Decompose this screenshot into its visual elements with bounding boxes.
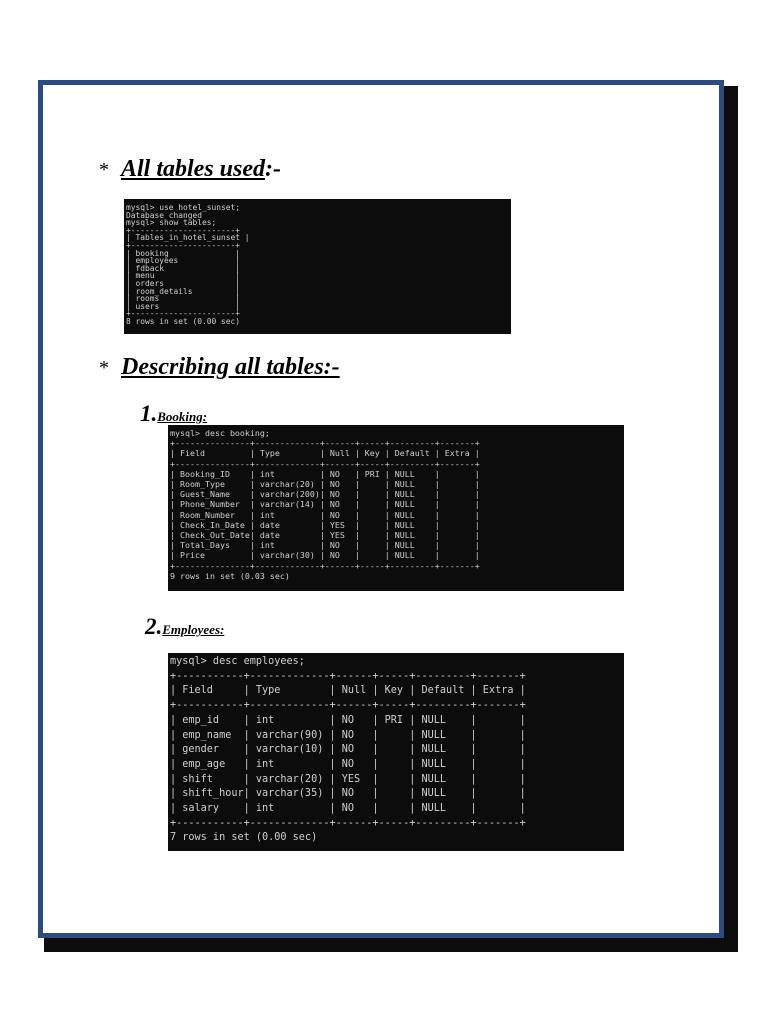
bullet-icon: * [99, 357, 109, 379]
section-title: All tables used [121, 156, 266, 182]
terminal-output: mysql> use hotel_sunset; Database changed mysql> show tables; +----------------------+ | Tables_in_hotel_sunset | +----------------------+ | booking | | employees | | fdback | | menu | | orders | | room_details | | rooms | | users | +----------------------+ 8 rows in set (0.00 sec) [126, 203, 250, 326]
list-number: 1. [140, 401, 158, 426]
subheading-booking [140, 401, 207, 427]
terminal-desc-employees [168, 653, 624, 851]
subheading-label: Employees: [162, 622, 225, 637]
subheading-label: Booking: [157, 409, 208, 424]
terminal-output: mysql> desc booking; +---------------+-------------+------+-----+---------+-------+ | Field | Type | Null | Key | Default | Extra | +---------------+-------------+------+-----+---------+-------+ | Booking_ID | int | NO | PRI | NULL | | | Room_Type | varchar(20) | NO | | NULL | | | Guest_Name | varchar(200)| NO | | NULL | | | Phone_Number | varchar(14) | NO | | NULL | | | Room_Number | int | NO | | NULL | | | Check_In_Date | date | YES | | NULL | | | Check_Out_Date| date | YES | | NULL | | | Total_Days | int | NO | | NULL | | | Price | varchar(30) | NO | | NULL | | +---------------+-------------+------+-----+---------+-------+ 9 rows in set (0.03 sec) [170, 428, 480, 581]
section-heading-all-tables [99, 156, 281, 183]
section-title-suffix: :- [265, 156, 281, 182]
terminal-output: mysql> desc employees; +-----------+-------------+------+-----+---------+-------+ | Field | Type | Null | Key | Default | Extra | +-----------+-------------+------+-----+---------+-------+ | emp_id | int | NO | PRI | NULL | | | emp_name | varchar(90) | NO | | NULL | | | gender | varchar(10) | NO | | NULL | | | emp_age | int | NO | | NULL | | | shift | varchar(20) | YES | | NULL | | | shift_hour| varchar(35) | NO | | NULL | | | salary | int | NO | | NULL | | +-----------+-------------+------+-----+---------+-------+ 7 rows in set (0.00 sec) [170, 656, 526, 844]
subheading-employees [145, 614, 224, 640]
terminal-show-tables [124, 199, 511, 334]
bullet-icon: * [99, 159, 109, 181]
section-title: Describing all tables:- [121, 354, 340, 380]
section-heading-describing [99, 354, 340, 381]
terminal-desc-booking [168, 425, 624, 591]
list-number: 2. [145, 614, 163, 639]
